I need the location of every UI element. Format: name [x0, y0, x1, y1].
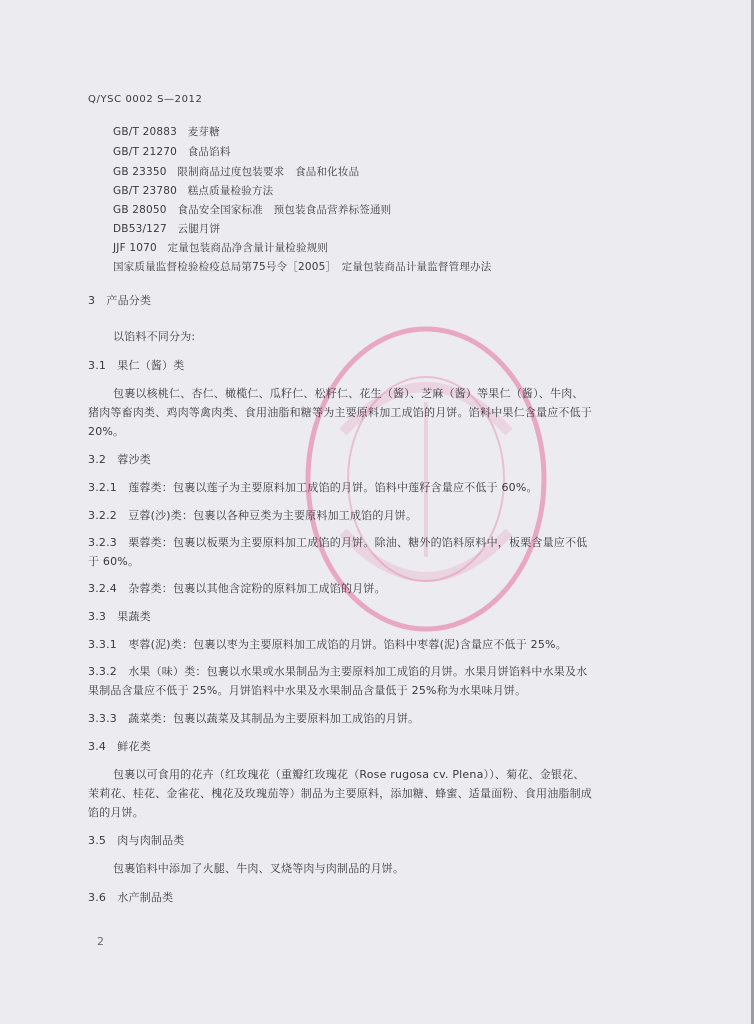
reference-item: GB/T 23780 糕点质量检验方法 [113, 185, 274, 197]
paragraph-line: 包裹以可食用的花卉（红玫瑰花（重瓣红玫瑰花（Rose rugosa cv. Plena））、菊花、金银花、 [113, 768, 585, 781]
section-heading: 3.3 果蔬类 [88, 610, 151, 623]
clause: 3.2.3 栗蓉类：包裹以板栗为主要原料加工成馅的月饼。除油、糖外的馅料原料中，板栗含量应不低 [88, 536, 588, 549]
paragraph-line: 20%。 [88, 425, 125, 438]
section-heading: 3.5 肉与肉制品类 [88, 834, 185, 847]
paragraph: 以馅料不同分为: [113, 330, 196, 343]
clause: 3.3.3 蔬菜类：包裹以蔬菜及其制品为主要原料加工成馅的月饼。 [88, 712, 420, 725]
clause: 果制品含量应不低于 25%。月饼馅料中水果及水果制品含量低于 25%称为水果味月饼。 [88, 684, 527, 697]
paragraph: 包裹馅料中添加了火腿、牛肉、叉烧等肉与肉制品的月饼。 [113, 862, 405, 875]
section-heading: 3.2 蓉沙类 [88, 453, 151, 466]
clause: 3.2.2 豆蓉(沙)类：包裹以各种豆类为主要原料加工成馅的月饼。 [88, 509, 418, 522]
section-heading: 3.6 水产制品类 [88, 891, 174, 904]
reference-item: JJF 1070 定量包装商品净含量计量检验规则 [113, 242, 329, 254]
paragraph-line: 馅的月饼。 [88, 806, 144, 819]
clause: 3.3.1 枣蓉(泥)类：包裹以枣为主要原料加工成馅的月饼。馅料中枣蓉(泥)含量应不低于 25%。 [88, 638, 567, 651]
clause: 3.2.4 杂蓉类：包裹以其他含淀粉的原料加工成馅的月饼。 [88, 582, 386, 595]
section-heading: 3.1 果仁（酱）类 [88, 359, 185, 372]
clause: 于 60%。 [88, 555, 140, 568]
clause: 3.2.1 莲蓉类：包裹以莲子为主要原料加工成馅的月饼。馅料中莲籽含量应不低于 60%。 [88, 481, 538, 494]
section-heading: 3.4 鲜花类 [88, 740, 151, 753]
reference-item: GB/T 21270 食品馅料 [113, 146, 231, 158]
document-code-header: Q/YSC 0002 S—2012 [88, 94, 203, 105]
paragraph-line: 茉莉花、桂花、金雀花、槐花及玫瑰茄等）制品为主要原料，添加糖、蜂蜜、适量面粉、食用油脂制成 [88, 787, 592, 800]
clause: 3.3.2 水果（味）类：包裹以水果或水果制品为主要原料加工成馅的月饼。水果月饼馅料中水果及水 [88, 665, 588, 678]
reference-item: 国家质量监督检验检疫总局第75号令［2005］ 定量包装商品计量监督管理办法 [113, 261, 492, 273]
page-number: 2 [97, 935, 105, 948]
reference-item: GB 23350 限制商品过度包装要求 食品和化妆品 [113, 166, 360, 178]
reference-item: GB 28050 食品安全国家标准 预包装食品营养标签通则 [113, 204, 392, 216]
paragraph-line: 猪肉等畜肉类、鸡肉等禽肉类、食用油脂和糖等为主要原料加工成馅的月饼。馅料中果仁含量应不低于 [88, 406, 592, 419]
paragraph-line: 包裹以核桃仁、杏仁、橄榄仁、瓜籽仁、松籽仁、花生（酱）、芝麻（酱）等果仁（酱）、牛肉、 [113, 387, 584, 400]
section-heading: 3 产品分类 [88, 294, 152, 307]
reference-item: DB53/127 云腿月饼 [113, 223, 221, 235]
reference-item: GB/T 20883 麦芽糖 [113, 126, 220, 138]
